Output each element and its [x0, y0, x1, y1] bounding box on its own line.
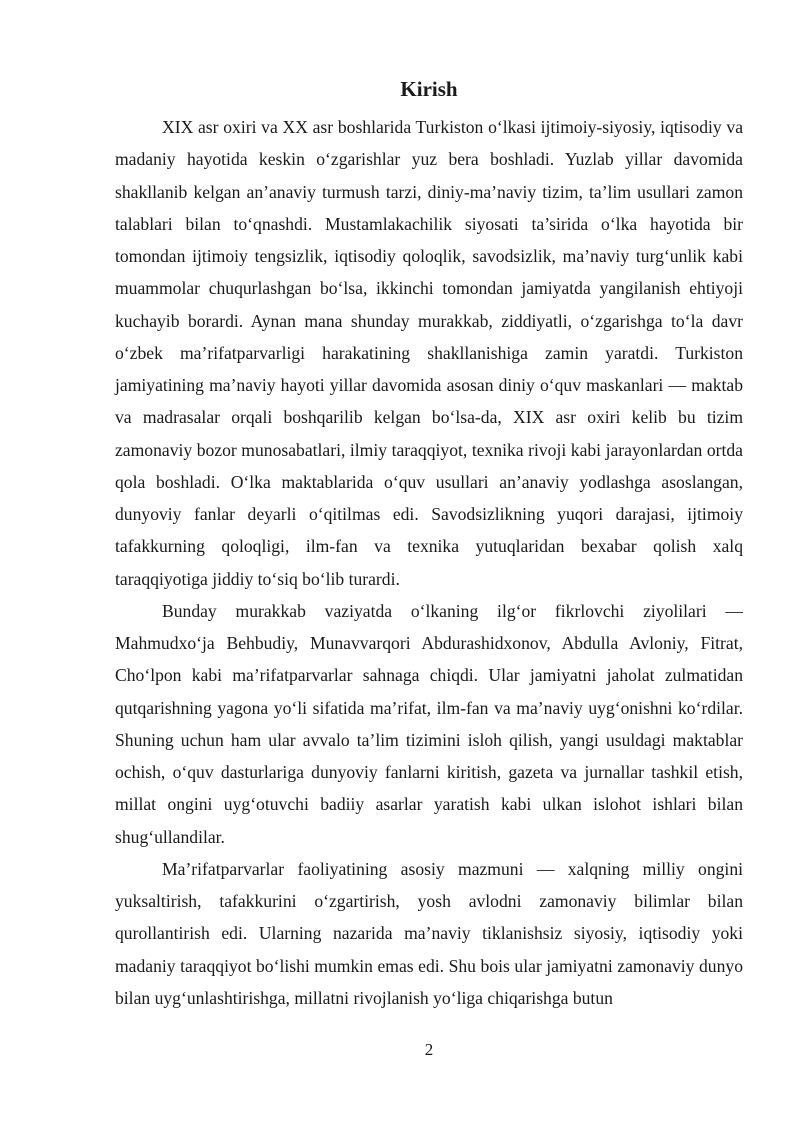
document-body — [115, 111, 743, 1014]
paragraph-3: Ma’rifatparvarlar faoliyatining asosiy mazmuni — xalqning milliy ongini yuksaltirish, tafakkurini o‘zgartirish, yosh avlodni zamonaviy bilimlar bilan qurollantirish edi. Ularning nazarida ma’naviy tiklanishsiz siyosiy, iqtisodiy yoki madaniy taraqqiyot bo‘lishi mumkin emas edi. Shu bois ular jamiyatni zamonaviy dunyo bilan uyg‘unlashtirishga, millatni rivojlanish yo‘liga chiqarishga butun — [115, 858, 743, 1008]
paragraph-2: Bunday murakkab vaziyatda o‘lkaning ilg‘or fikrlovchi ziyolilari — Mahmudxo‘ja Behbudiy, Munavvarqori Abdurashidxonov, Abdulla Avloniy, Fitrat, Cho‘lpon kabi ma’rifatparvarlar sahnaga chiqdi. Ular jamiyatni jaholat zulmatidan qutqarishning yagona yo‘li sifatida ma’rifat, ilm-fan va ma’naviy uyg‘onishni ko‘rdilar. Shuning uchun ham ular avvalo ta’lim tizimini isloh qilish, yangi usuldagi maktablar ochish, o‘quv dasturlariga dunyoviy fanlarni kiritish, gazeta va jurnallar tashkil etish, millat ongini uyg‘otuvchi badiiy asarlar yaratish kabi ulkan islohot ishlari bilan shug‘ullandilar. — [115, 600, 743, 847]
page-title: Kirish — [400, 77, 458, 101]
page-number: 2 — [424, 1040, 434, 1059]
paragraph-1: XIX asr oxiri va XX asr boshlarida Turkiston o‘lkasi ijtimoiy-siyosiy, iqtisodiy va madaniy hayotida keskin o‘zgarishlar yuz bera boshladi. Yuzlab yillar davomida shakllanib kelgan an’anaviy turmush tarzi, diniy-ma’naviy tizim, ta’lim usullari zamon talablari bilan to‘qnashdi. Mustamlakachilik siyosati ta’sirida o‘lka hayotida bir tomondan ijtimoiy tengsizlik, iqtisodiy qoloqlik, savodsizlik, ma’naviy turg‘unlik kabi muammolar chuqurlashgan bo‘lsa, ikkinchi tomondan jamiyatda yangilanish ehtiyoji kuchayib borardi. Aynan mana shunday murakkab, ziddiyatli, o‘zgarishga to‘la davr o‘zbek ma’rifatparvarligi harakatining shakllanishiga zamin yaratdi. Turkiston jamiyatining ma’naviy hayoti yillar davomida asosan diniy o‘quv maskanlari — maktab va madrasalar orqali boshqarilib kelgan bo‘lsa-da, XIX asr oxiri kelib bu tizim zamonaviy bozor munosabatlari, ilmiy taraqqiyot, texnika rivoji kabi jarayonlardan ortda qola boshladi. O‘lka maktablarida o‘quv usullari an’anaviy yodlashga asoslangan, dunyoviy fanlar deyarli o‘qitilmas edi. Savodsizlikning yuqori darajasi, ijtimoiy tafakkurning qoloqligi, ilm-fan va texnika yutuqlaridan bexabar qolish xalq taraqqiyotiga jiddiy to‘siq bo‘lib turardi. — [115, 117, 743, 589]
